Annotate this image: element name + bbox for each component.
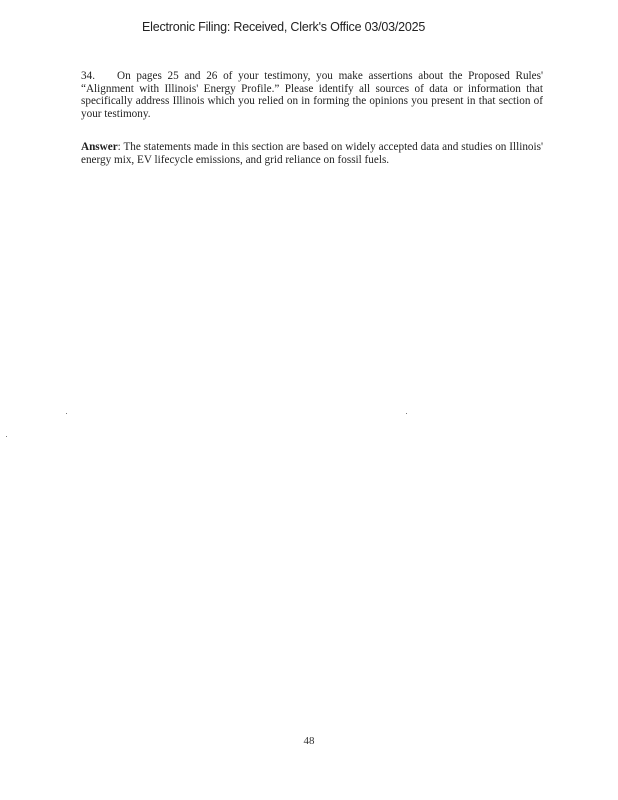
answer-text: The statements made in this section are based on widely accepted data and studies on Illinois' energy mix, EV lifecycle emissions, and grid reliance on fossil fuels. (81, 141, 543, 166)
question-34 (81, 70, 543, 120)
filing-stamp: Electronic Filing: Received, Clerk's Office 03/03/2025 (142, 20, 426, 34)
question-text: On pages 25 and 26 of your testimony, you make assertions about the Proposed Rules' “Alignment with Illinois' Energy Profile.” Please identify all sources of data or information that specifically address Illinois which you relied on in forming the opinions you present in that section of your testimony. (81, 70, 543, 120)
question-number: 34. (81, 70, 95, 82)
page-number: 48 (303, 735, 315, 747)
answer-label: Answer (81, 141, 118, 153)
scan-speck (66, 413, 67, 414)
scan-speck (406, 413, 407, 414)
answer-colon: : (117, 141, 121, 153)
answer-paragraph (81, 141, 543, 166)
scan-speck (6, 436, 7, 437)
